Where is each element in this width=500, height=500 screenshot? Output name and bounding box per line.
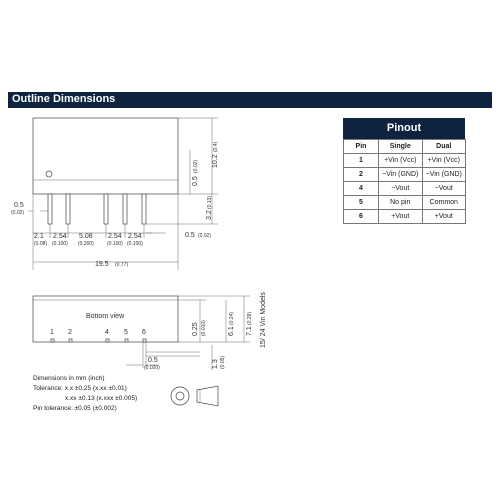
pin-label-5: 5	[124, 329, 128, 336]
dim-254b-in: (0.100)	[107, 241, 123, 247]
pinout-header-pin: Pin	[344, 140, 379, 154]
dual-cell: −Vout	[422, 182, 466, 196]
dim-21: 2.1	[34, 233, 44, 240]
bottom-view-label: Bottom view	[86, 313, 125, 320]
dim-05-in: (0.02)	[11, 210, 25, 216]
pad-4	[106, 339, 109, 342]
dim-195-in: (0.77)	[115, 262, 129, 268]
dim-v61: 6.1	[228, 326, 235, 336]
pin-label-1: 1	[50, 329, 54, 336]
single-cell: +Vout	[379, 210, 423, 224]
notes-line-2: Tolerance: x.x ±0.25 (x.xx ±0.01)	[33, 385, 127, 392]
dim-508-in: (0.200)	[78, 241, 94, 247]
dimension-notes	[33, 374, 137, 414]
table-row	[344, 168, 466, 182]
dim-05-right: 0.5	[185, 232, 195, 239]
dim-bottom-05-in: (0.020)	[144, 365, 160, 371]
single-cell: −Vout	[379, 182, 423, 196]
dim-254a-in: (0.100)	[52, 241, 68, 247]
dim-254b: 2.54	[108, 233, 122, 240]
dim-v025-in: (0.010)	[201, 320, 207, 336]
table-row	[344, 196, 466, 210]
dim-13-in: (0.05)	[220, 355, 226, 369]
pinout-title: Pinout	[343, 118, 465, 139]
dim-v32-in: (0.13)	[207, 195, 213, 209]
pin1-marker	[46, 171, 52, 177]
dim-v71-in: (0.28)	[247, 311, 253, 325]
tolerance-symbol-circle	[171, 387, 189, 405]
pin-1	[48, 194, 52, 224]
dim-21-in: (0.08)	[34, 241, 48, 247]
models-label: 15/ 24 Vin Models	[260, 292, 267, 348]
dual-cell: −Vin (GND)	[422, 168, 466, 182]
pin-4	[104, 194, 108, 224]
pin-label-2: 2	[68, 329, 72, 336]
dim-05: 0.5	[14, 202, 24, 209]
pin-cell: 6	[344, 210, 379, 224]
dim-195: 19.5	[95, 261, 109, 268]
dim-v102-in: (0.4)	[213, 141, 219, 152]
table-row	[344, 154, 466, 168]
pinout-header-single: Single	[379, 140, 423, 154]
dim-v025: 0.25	[192, 322, 199, 336]
dim-v32: 3.2	[206, 210, 213, 220]
pin-cell: 4	[344, 182, 379, 196]
dim-bottom-05: 0.5	[148, 357, 158, 364]
dim-v102: 10.2	[212, 154, 219, 168]
dual-cell: +Vin (Vcc)	[422, 154, 466, 168]
notes-line-4: Pin tolerance: ±0.05 (±0.002)	[33, 405, 117, 412]
pin-cell: 5	[344, 196, 379, 210]
dim-v61-in: (0.24)	[229, 311, 235, 325]
dim-v05: 0.5	[192, 176, 199, 186]
pin-cell: 2	[344, 168, 379, 182]
section-title: Outline Dimensions	[12, 93, 116, 105]
single-cell: −Vin (GND)	[379, 168, 423, 182]
notes-line-1: Dimensions in mm (inch)	[33, 375, 105, 382]
pin-label-6: 6	[142, 329, 146, 336]
table-row	[344, 182, 466, 196]
dim-13: 1.3	[212, 359, 219, 369]
pad-5	[125, 339, 128, 342]
dim-254a: 2.54	[53, 233, 67, 240]
single-cell: +Vin (Vcc)	[379, 154, 423, 168]
single-cell: No pin	[379, 196, 423, 210]
dim-508: 5.08	[79, 233, 93, 240]
pad-6	[143, 339, 146, 342]
module-body-top	[33, 118, 178, 194]
pad-1	[51, 339, 54, 342]
dim-v05-in: (0.02)	[193, 159, 199, 173]
pin-5	[123, 194, 127, 224]
dim-254c-in: (0.100)	[127, 241, 143, 247]
pad-2	[69, 339, 72, 342]
dim-05-right-in: (0.02)	[198, 233, 212, 239]
pinout-header-dual: Dual	[422, 140, 466, 154]
pin-label-4: 4	[105, 329, 109, 336]
pin-cell: 1	[344, 154, 379, 168]
pinout-table	[343, 139, 466, 224]
pin-6	[142, 194, 146, 224]
notes-line-3: x.xx ±0.13 (x.xxx ±0.005)	[65, 395, 138, 402]
dim-v71: 7.1	[246, 326, 253, 336]
dim-254c: 2.54	[128, 233, 142, 240]
dual-cell: +Vout	[422, 210, 466, 224]
dual-cell: Common	[422, 196, 466, 210]
table-row	[344, 210, 466, 224]
pin-2	[66, 194, 70, 224]
